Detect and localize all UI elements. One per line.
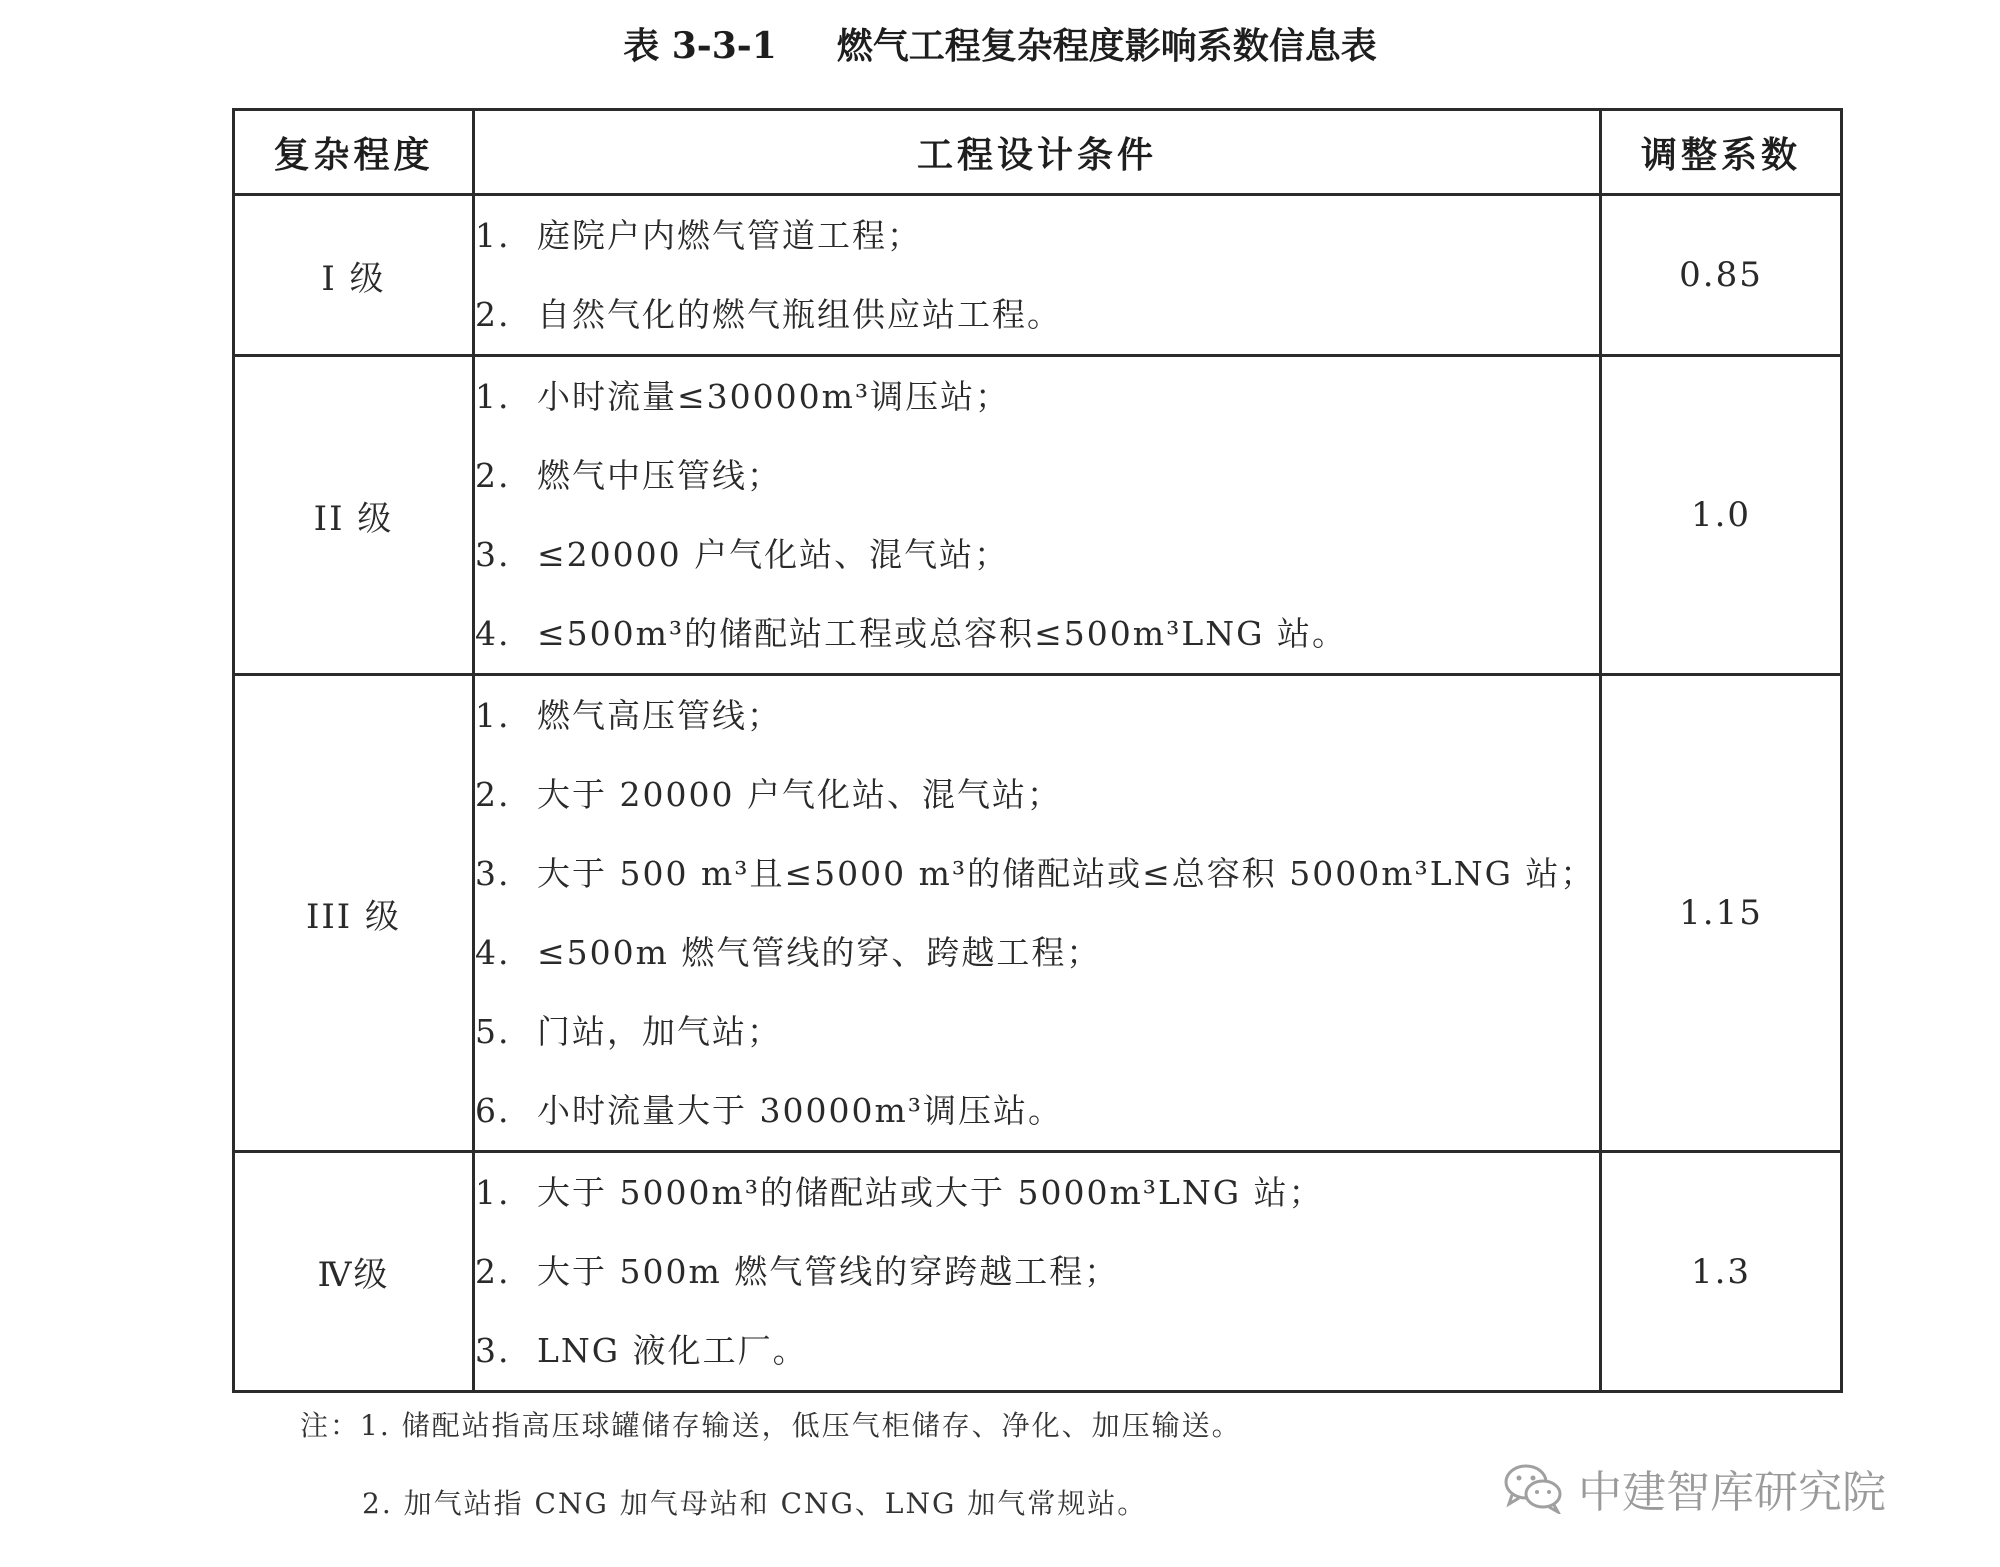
condition-item: [475, 755, 1599, 834]
table-row: [234, 1152, 1842, 1392]
condition-text: 小时流量大于 30000m³调压站。: [537, 1091, 1063, 1130]
condition-item: [475, 1232, 1599, 1311]
table-row: [234, 195, 1842, 356]
condition-number: 2.: [475, 1252, 511, 1291]
condition-text: 自然气化的燃气瓶组供应站工程。: [537, 295, 1062, 334]
condition-number: 3.: [475, 854, 511, 893]
note-1: 注：1. 储配站指高压球罐储存输送，低压气柜储存、净化、加压输送。: [300, 1409, 1242, 1442]
condition-item: [475, 1311, 1599, 1390]
watermark: [1502, 1458, 1886, 1518]
condition-number: 2.: [475, 295, 511, 334]
condition-item: [475, 1071, 1599, 1150]
complexity-table: [232, 108, 1843, 1393]
header-row: [234, 110, 1842, 195]
condition-text: 庭院户内燃气管道工程；: [537, 216, 922, 255]
condition-text: 大于 500m 燃气管线的穿跨越工程；: [537, 1252, 1120, 1291]
condition-item: [475, 676, 1599, 755]
condition-number: 1.: [475, 696, 511, 735]
condition-number: 2.: [475, 456, 511, 495]
condition-number: 2.: [475, 775, 511, 814]
condition-item: [475, 594, 1599, 673]
condition-number: 3.: [475, 535, 511, 574]
condition-number: 1.: [475, 1173, 511, 1212]
condition-item: [475, 1153, 1599, 1232]
condition-text: 小时流量≤30000m³调压站；: [537, 377, 1011, 416]
header-coefficient: 调整系数: [1601, 110, 1842, 195]
condition-item: [475, 834, 1599, 913]
adjustment-coefficient: 0.85: [1601, 195, 1842, 356]
condition-item: [475, 515, 1599, 594]
condition-text: ≤500m³的储配站工程或总容积≤500m³LNG 站。: [537, 614, 1347, 653]
condition-number: 5.: [475, 1012, 511, 1051]
adjustment-coefficient: 1.3: [1601, 1152, 1842, 1392]
condition-item: [475, 196, 1599, 275]
design-conditions: [474, 356, 1601, 675]
condition-item: [475, 357, 1599, 436]
wechat-icon: [1502, 1462, 1564, 1514]
condition-item: [475, 436, 1599, 515]
complexity-level: I 级: [234, 195, 474, 356]
condition-text: LNG 液化工厂。: [537, 1331, 808, 1370]
condition-number: 4.: [475, 614, 511, 653]
adjustment-coefficient: 1.0: [1601, 356, 1842, 675]
adjustment-coefficient: 1.15: [1601, 675, 1842, 1152]
complexity-level: III 级: [234, 675, 474, 1152]
condition-number: 1.: [475, 377, 511, 416]
table-row: [234, 675, 1842, 1152]
watermark-text: 中建智库研究院: [1578, 1467, 1886, 1518]
condition-text: 大于 20000 户气化站、混气站；: [537, 775, 1062, 814]
table-row: [234, 356, 1842, 675]
condition-text: 燃气中压管线；: [537, 456, 782, 495]
design-conditions: [474, 1152, 1601, 1392]
design-conditions: [474, 675, 1601, 1152]
header-complexity: 复杂程度: [234, 110, 474, 195]
condition-item: [475, 992, 1599, 1071]
condition-number: 1.: [475, 216, 511, 255]
complexity-level: Ⅳ级: [234, 1152, 474, 1392]
condition-text: ≤20000 户气化站、混气站；: [537, 535, 1010, 574]
condition-text: ≤500m 燃气管线的穿、跨越工程；: [537, 933, 1102, 972]
header-conditions: 工程设计条件: [474, 110, 1601, 195]
note-2: 2. 加气站指 CNG 加气母站和 CNG、LNG 加气常规站。: [362, 1487, 1148, 1520]
table-caption: 燃气工程复杂程度影响系数信息表: [836, 25, 1377, 67]
table-number: 表 3-3-1: [623, 25, 777, 67]
condition-text: 燃气高压管线；: [537, 696, 782, 735]
condition-number: 3.: [475, 1331, 511, 1370]
condition-item: [475, 275, 1599, 354]
condition-text: 门站，加气站；: [537, 1012, 782, 1051]
design-conditions: [474, 195, 1601, 356]
condition-item: [475, 913, 1599, 992]
table-title: [0, 18, 2000, 69]
complexity-level: II 级: [234, 356, 474, 675]
condition-number: 4.: [475, 933, 511, 972]
condition-text: 大于 500 m³且≤5000 m³的储配站或≤总容积 5000m³LNG 站；: [537, 854, 1596, 893]
condition-text: 大于 5000m³的储配站或大于 5000m³LNG 站；: [537, 1173, 1324, 1212]
condition-number: 6.: [475, 1091, 511, 1130]
